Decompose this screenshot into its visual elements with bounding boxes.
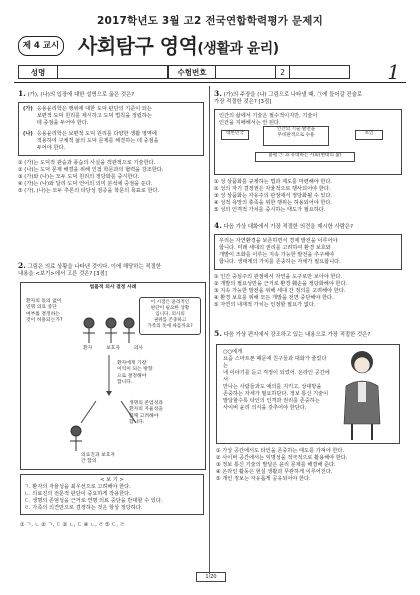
passage-line: 합니다. 미래 세대의 권리를 고려하여 환경 보호와 bbox=[219, 245, 331, 251]
note-line: 환자의 자율성을 bbox=[129, 407, 163, 413]
passage-line: 우리는 자연환경을 보존하면서 경제 발전을 이루어야 bbox=[219, 238, 338, 244]
question-prompt: (가)의 주장을 (나) 그림으로 나타낼 때, ㉠에 들어갈 진술로 bbox=[223, 92, 363, 98]
choice-3[interactable]: ③ (가)와 (나)는 모두 도덕 원리의 정당화를 중시한다. bbox=[18, 174, 140, 180]
note-line: 으로 결정해야 bbox=[117, 373, 147, 379]
diag-node-right: 초인 bbox=[355, 130, 383, 140]
passage-box bbox=[214, 234, 402, 270]
label-doctor: 의사 bbox=[133, 346, 143, 351]
figure-labels bbox=[83, 346, 143, 352]
letter-line: 요즘 스마트폰 때문에 친구들과 대화가 줄었다는 bbox=[223, 356, 327, 369]
choice-1[interactable]: ① 가상 공간에서도 타인을 존중하는 태도를 가져야 한다. bbox=[216, 448, 345, 454]
passage-label: (가) bbox=[23, 106, 33, 112]
id-field-1[interactable] bbox=[216, 65, 276, 79]
header-rule bbox=[14, 82, 406, 83]
subject-subtitle: (생활과 윤리) bbox=[197, 41, 279, 57]
period-badge: 제 4 교시 bbox=[18, 36, 64, 56]
question-prompt: 다음 가상 편지에서 강조하고 있는 내용으로 가장 적절한 것은? bbox=[223, 332, 371, 338]
teacher-illustration bbox=[330, 346, 394, 442]
note-line: 환자에게 가장 bbox=[117, 361, 147, 366]
question-3 bbox=[214, 90, 402, 214]
bubble-line: 가족의 뜻에 따를까요? bbox=[147, 324, 193, 329]
letter-line: 사이버 윤리 의식을 갖추어야 한단다. bbox=[223, 405, 307, 411]
choice-5[interactable]: ⑤ 개인 정보는 자유롭게 공유되어야 한다. bbox=[216, 476, 311, 482]
exam-title: 2017학년도 3월 고2 전국연합학력평가 문제지 bbox=[97, 15, 323, 27]
bogi-title: < 보 기 > bbox=[100, 477, 124, 483]
question-4 bbox=[214, 222, 402, 309]
footer-total: 20 bbox=[210, 574, 217, 580]
note-line: 합니다. bbox=[129, 420, 145, 426]
flow-arrow-2 bbox=[81, 401, 96, 423]
bogi-item: ㄹ. 가족의 의견만으로 결정하는 것은 항상 정당하다. bbox=[24, 505, 143, 511]
passage-line: 적용하여 구체적 삶의 도덕 문제를 해결하는 데 중점을 bbox=[36, 138, 159, 144]
choice-1[interactable]: ① (가)는 도덕적 관습과 풍습의 사실을 객관적으로 기술한다. bbox=[18, 160, 156, 166]
name-field[interactable] bbox=[58, 65, 168, 79]
choice-3[interactable]: ③ 정보 통신 기술의 발달은 윤리 문제를 해결해 준다. bbox=[216, 462, 336, 468]
footer-page: 1 bbox=[205, 574, 209, 580]
question-number: 1. bbox=[18, 89, 26, 98]
passage-line: 합니다. 생태계의 가치를 존중하는 자세가 필요합니다. bbox=[219, 259, 341, 265]
passage-line: 보편적 도덕 원리를 제시하고 도덕 법칙을 정립하는 bbox=[36, 113, 152, 119]
choice-1[interactable]: ① 성 상품화를 규제하는 법과 제도를 마련해야 한다. bbox=[214, 179, 333, 185]
letter-line: ○○에게 bbox=[223, 349, 243, 355]
id-label: 수험번호 bbox=[168, 65, 216, 79]
question-number: 4. bbox=[214, 221, 222, 230]
node-line: 무비판적으로 수용 bbox=[277, 133, 315, 138]
question-number: 3. bbox=[214, 89, 222, 98]
lower-note bbox=[129, 401, 193, 427]
label-patient: 환자 bbox=[83, 346, 93, 351]
subject-name: 사회탐구 영역 bbox=[78, 34, 198, 58]
question-1 bbox=[18, 90, 204, 195]
diag-node-left: 대한민국 bbox=[221, 130, 249, 140]
letter-line: 발달할수록 타인의 인격과 권리를 존중하는 bbox=[223, 398, 320, 404]
guardian-figure bbox=[105, 318, 117, 343]
choice-4[interactable]: ④ 성적 욕망의 충족을 위한 행위는 허용되어야 한다. bbox=[214, 200, 333, 206]
bubble-line: 판단이 필요한 상황 bbox=[150, 306, 190, 311]
question-number: 2. bbox=[18, 261, 26, 270]
diag-node-mid bbox=[263, 126, 329, 146]
passage-label: (나) bbox=[23, 131, 33, 137]
question-prompt-cont: 내용을 <보기>에서 고른 것은? [3점] bbox=[18, 271, 107, 277]
q3-diagram-box bbox=[214, 109, 402, 175]
question-number: 5. bbox=[214, 329, 222, 338]
question-prompt: 그림은 의료 상황을 나타낸 것이다. 이에 해당하는 적절한 bbox=[27, 264, 162, 270]
note-line: 합니다. bbox=[117, 380, 133, 386]
choice-5[interactable]: ⑤ (가), (나)는 모두 추론의 타당성 검증을 학문의 목표로 한다. bbox=[18, 188, 160, 194]
note-line: 것이 허용되는가? bbox=[26, 318, 63, 324]
diagram-figures bbox=[21, 283, 205, 469]
choice-4[interactable]: ④ 온라인 활동은 현실 생활과 무관하게 이루어진다. bbox=[216, 469, 333, 475]
label-guardian: 보호자 bbox=[106, 346, 120, 351]
page-number: 1 bbox=[387, 60, 400, 84]
bogi-item: ㄷ. 생명의 존엄성을 근거로 연명 의료 중단을 반대할 수 있다. bbox=[24, 498, 163, 504]
doctor-figure bbox=[123, 318, 135, 343]
candidate-info-row bbox=[18, 65, 402, 79]
note-line: 간 합의 bbox=[81, 459, 97, 465]
passage-line: 데 중점을 두어야 한다. bbox=[36, 120, 89, 126]
passage-line: 두어야 한다. bbox=[36, 145, 66, 151]
question-5 bbox=[214, 330, 402, 339]
diag-node-bottom: 불평 ㉠ 과 유대하는 사회(현대의 삶) bbox=[255, 152, 355, 162]
passage-line: 응용윤리학은 보편적 도덕 원리를 다양한 생활 영역에 bbox=[36, 131, 157, 137]
bubble-line: 입니다. 의사의 bbox=[155, 312, 185, 317]
question-prompt-cont: 가장 적절한 것은? [3점] bbox=[214, 99, 272, 105]
question-prompt: 다음 가상 대화에서 가장 적절한 의견을 제시한 사람은? bbox=[223, 224, 353, 230]
choice-5[interactable]: ⑤ 자연의 내재적 가치는 인정할 필요가 없다. bbox=[214, 302, 316, 308]
choice-3[interactable]: ③ 성 상품화는 자유주의 관점에서 정당화될 수 있다. bbox=[214, 193, 333, 199]
quote-line: 인간을 지배해서는 안 된다. bbox=[219, 120, 281, 126]
note-line: 의료진과 보호자 bbox=[81, 453, 115, 458]
choice-2[interactable]: ② (나)는 도덕 문제 해결을 위해 인접 학문과의 협력을 강조한다. bbox=[18, 167, 164, 173]
note-line: 이익이 되는 방향 bbox=[117, 367, 153, 373]
q5-choices bbox=[216, 448, 404, 483]
letter-line: 존중하는 자세가 필요하단다. 정보 통신 기술이 bbox=[223, 391, 329, 397]
arrowhead-1 bbox=[106, 391, 112, 396]
page-footer: 1/20 bbox=[196, 572, 226, 582]
name-label: 성명 bbox=[18, 65, 58, 79]
patient-figure-2 bbox=[70, 426, 82, 451]
id-field-2[interactable] bbox=[290, 65, 350, 79]
passage-line: 개발이 조화를 이루는 지속 가능한 발전을 추구해야 bbox=[219, 252, 335, 258]
question-prompt: (가), (나)의 입장에 대한 설명으로 옳은 것은? bbox=[27, 92, 135, 98]
passage-box bbox=[18, 102, 204, 156]
note-line: 환자의 동의 없이 bbox=[26, 299, 62, 304]
subject-title bbox=[78, 30, 279, 59]
letter-line: 네 이야기를 듣고 걱정이 되었어. 온라인 공간에서 bbox=[223, 370, 330, 383]
choice-3[interactable]: ③ 지속 가능한 발전을 위해 세대 간 정의를 고려해야 한다. bbox=[214, 288, 346, 294]
choice-4[interactable]: ④ 환경 보호를 위해 모든 개발을 전면 중단해야 한다. bbox=[214, 295, 334, 301]
passage-line: 응용윤리학은 행위에 대한 도덕 판단의 기준이 되는 bbox=[36, 106, 152, 112]
right-note bbox=[117, 361, 177, 387]
note-line: 생명의 존엄성과 bbox=[129, 401, 163, 406]
choice-2[interactable]: ② 개발의 필요성만을 근거로 환경 훼손을 정당화해야 한다. bbox=[214, 281, 348, 287]
question-2 bbox=[18, 262, 204, 278]
bubble-line: 권위를 존중하고 bbox=[153, 318, 187, 323]
bogi-item: ㄴ. 의료진의 전문적 판단이 중요하게 작용한다. bbox=[24, 491, 131, 497]
bogi-box bbox=[20, 474, 204, 515]
choice-4[interactable]: ④ (가)는 (나)와 달리 도덕 언어의 의미 분석에 중점을 둔다. bbox=[18, 181, 153, 187]
bottom-note bbox=[81, 453, 141, 466]
choice-5[interactable]: ⑤ 성의 인격적 가치를 중시하는 태도가 필요하다. bbox=[214, 207, 326, 213]
node-line: 인간의 기술 발전을 bbox=[276, 127, 316, 132]
bubble-line: 이 시점은 윤리적인 bbox=[150, 300, 190, 305]
choice-2[interactable]: ② 성의 자기 결정권은 자율적으로 행사되어야 한다. bbox=[214, 186, 331, 192]
note-line: 함께 고려해야 bbox=[129, 413, 159, 419]
column-divider bbox=[209, 86, 210, 574]
note-line: 연명 의료 중단 bbox=[26, 305, 57, 311]
quote-line: 인간의 삶에서 기술은 필수적이지만, 기술이 bbox=[219, 113, 318, 119]
letter-line: 만나는 사람들과도 예의를 지키고, 상대방을 bbox=[223, 384, 322, 390]
id-digit: 2 bbox=[276, 65, 290, 79]
bogi-item: ㄱ. 환자의 자율성을 최우선으로 고려해야 한다. bbox=[24, 484, 131, 490]
choice-2[interactable]: ② 사이버 공간에서는 익명성을 적극적으로 활용해야 한다. bbox=[216, 455, 348, 461]
choice-1[interactable]: ① 인간 중심주의 관점에서 자연을 도구로만 보아야 한다. bbox=[214, 274, 343, 280]
q2-choices[interactable]: ① ㄱ, ㄴ ② ㄱ, ㄷ ③ ㄴ, ㄷ ④ ㄴ, ㄹ ⑤ ㄷ, ㄹ bbox=[20, 522, 125, 528]
note-line: 여부를 결정하는 bbox=[26, 311, 60, 317]
q2-diagram bbox=[20, 282, 206, 470]
patient-figure bbox=[83, 318, 95, 343]
diagram-title: 법률적 의사 결정 사례 bbox=[89, 285, 137, 290]
